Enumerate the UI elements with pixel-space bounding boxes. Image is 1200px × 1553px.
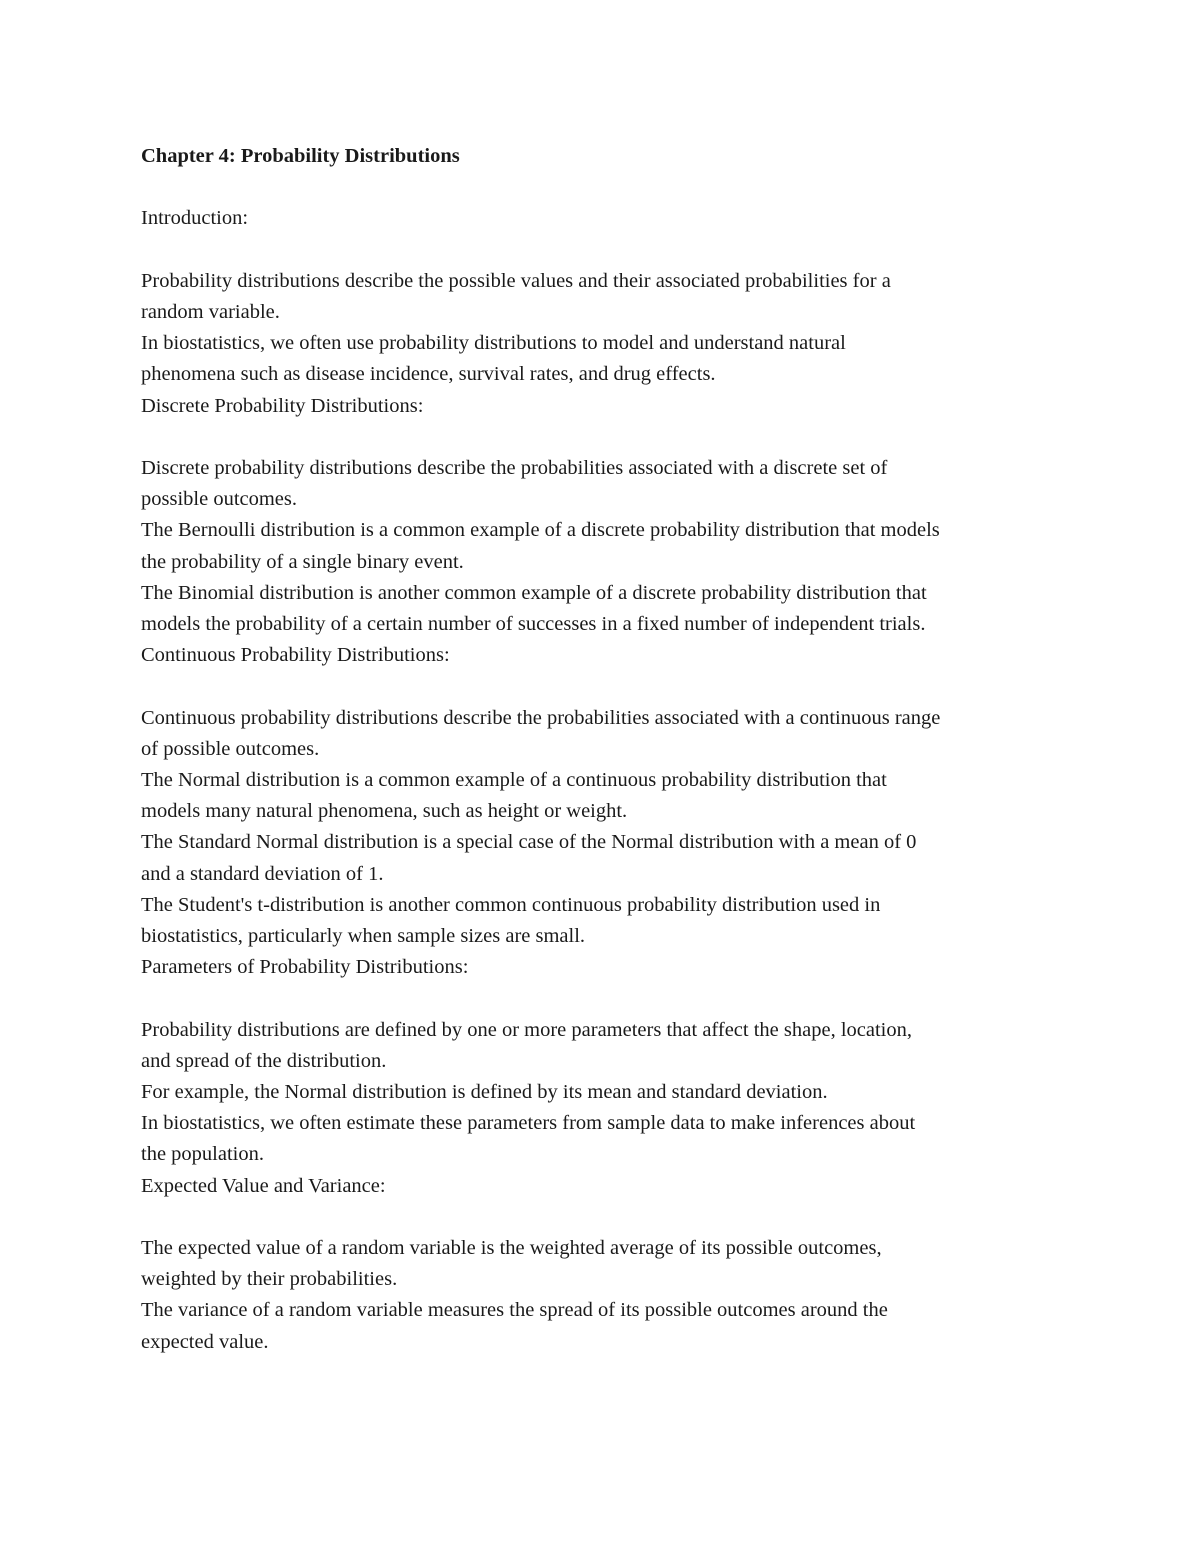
paragraph	[141, 1233, 1071, 1295]
paragraph	[141, 1077, 1071, 1108]
text-line: Continuous probability distributions describe the probabilities associated with a continuous range	[141, 706, 941, 729]
text-line: The Bernoulli distribution is a common example of a discrete probability distribution that models	[141, 519, 940, 542]
section-heading-continuous: Continuous Probability Distributions:	[141, 644, 450, 667]
text-line: random variable.	[141, 300, 280, 323]
blank-line	[141, 172, 1071, 203]
blank-line	[141, 983, 1071, 1014]
text-line: The Binomial distribution is another common example of a discrete probability distribution that	[141, 581, 927, 604]
paragraph	[141, 890, 1071, 952]
blank-line	[141, 235, 1071, 266]
text-line: The Normal distribution is a common example of a continuous probability distribution that	[141, 769, 887, 791]
text-line: the population.	[141, 1143, 264, 1166]
text-line: The expected value of a random variable is the weighted average of its possible outcomes,	[141, 1237, 882, 1260]
text-line: Probability distributions describe the possible values and their associated probabilities for a	[141, 269, 891, 292]
text-line: the probability of a single binary event.	[141, 550, 464, 573]
text-line: weighted by their probabilities.	[141, 1268, 398, 1291]
paragraph	[141, 328, 1071, 390]
paragraph	[141, 765, 1071, 827]
text-line: For example, the Normal distribution is defined by its mean and standard deviation.	[141, 1081, 828, 1104]
text-line: and a standard deviation of 1.	[141, 862, 384, 885]
section-heading-parameters: Parameters of Probability Distributions:	[141, 956, 469, 979]
paragraph	[141, 453, 1071, 515]
text-line: and spread of the distribution.	[141, 1049, 387, 1072]
blank-line	[141, 1202, 1071, 1233]
blank-line	[141, 671, 1071, 702]
text-line: Probability distributions are defined by one or more parameters that affect the shape, location,	[141, 1018, 912, 1041]
paragraph	[141, 1295, 1071, 1357]
blank-line	[141, 422, 1071, 453]
text-line: of possible outcomes.	[141, 737, 320, 760]
text-line: In biostatistics, we often estimate these parameters from sample data to make inferences about	[141, 1112, 916, 1135]
text-line: Discrete probability distributions describe the probabilities associated with a discrete set of	[141, 456, 888, 479]
paragraph	[141, 703, 1071, 765]
text-line: The Student's t-distribution is another common continuous probability distribution used in	[141, 893, 881, 916]
chapter-title: Chapter 4: Probability Distributions	[141, 145, 460, 167]
text-line: models many natural phenomena, such as height or weight.	[141, 800, 628, 823]
paragraph	[141, 1015, 1071, 1077]
text-line: biostatistics, particularly when sample sizes are small.	[141, 925, 586, 948]
paragraph	[141, 1108, 1071, 1170]
section-heading-discrete: Discrete Probability Distributions:	[141, 394, 424, 417]
text-line: possible outcomes.	[141, 488, 298, 511]
section-heading-introduction: Introduction:	[141, 207, 249, 230]
text-line: models the probability of a certain number of successes in a fixed number of independent trials.	[141, 613, 926, 635]
paragraph	[141, 827, 1071, 889]
text-line: The variance of a random variable measures the spread of its possible outcomes around the	[141, 1299, 888, 1322]
paragraph	[141, 266, 1071, 328]
text-line: expected value.	[141, 1330, 269, 1353]
text-line: In biostatistics, we often use probability distributions to model and understand natural	[141, 332, 846, 355]
paragraph	[141, 515, 1071, 577]
paragraph	[141, 578, 1071, 640]
text-line: phenomena such as disease incidence, survival rates, and drug effects.	[141, 363, 716, 386]
text-line: The Standard Normal distribution is a special case of the Normal distribution with a mean of 0	[141, 831, 917, 854]
document-body	[141, 141, 1071, 1358]
section-heading-expected-value: Expected Value and Variance:	[141, 1174, 386, 1197]
